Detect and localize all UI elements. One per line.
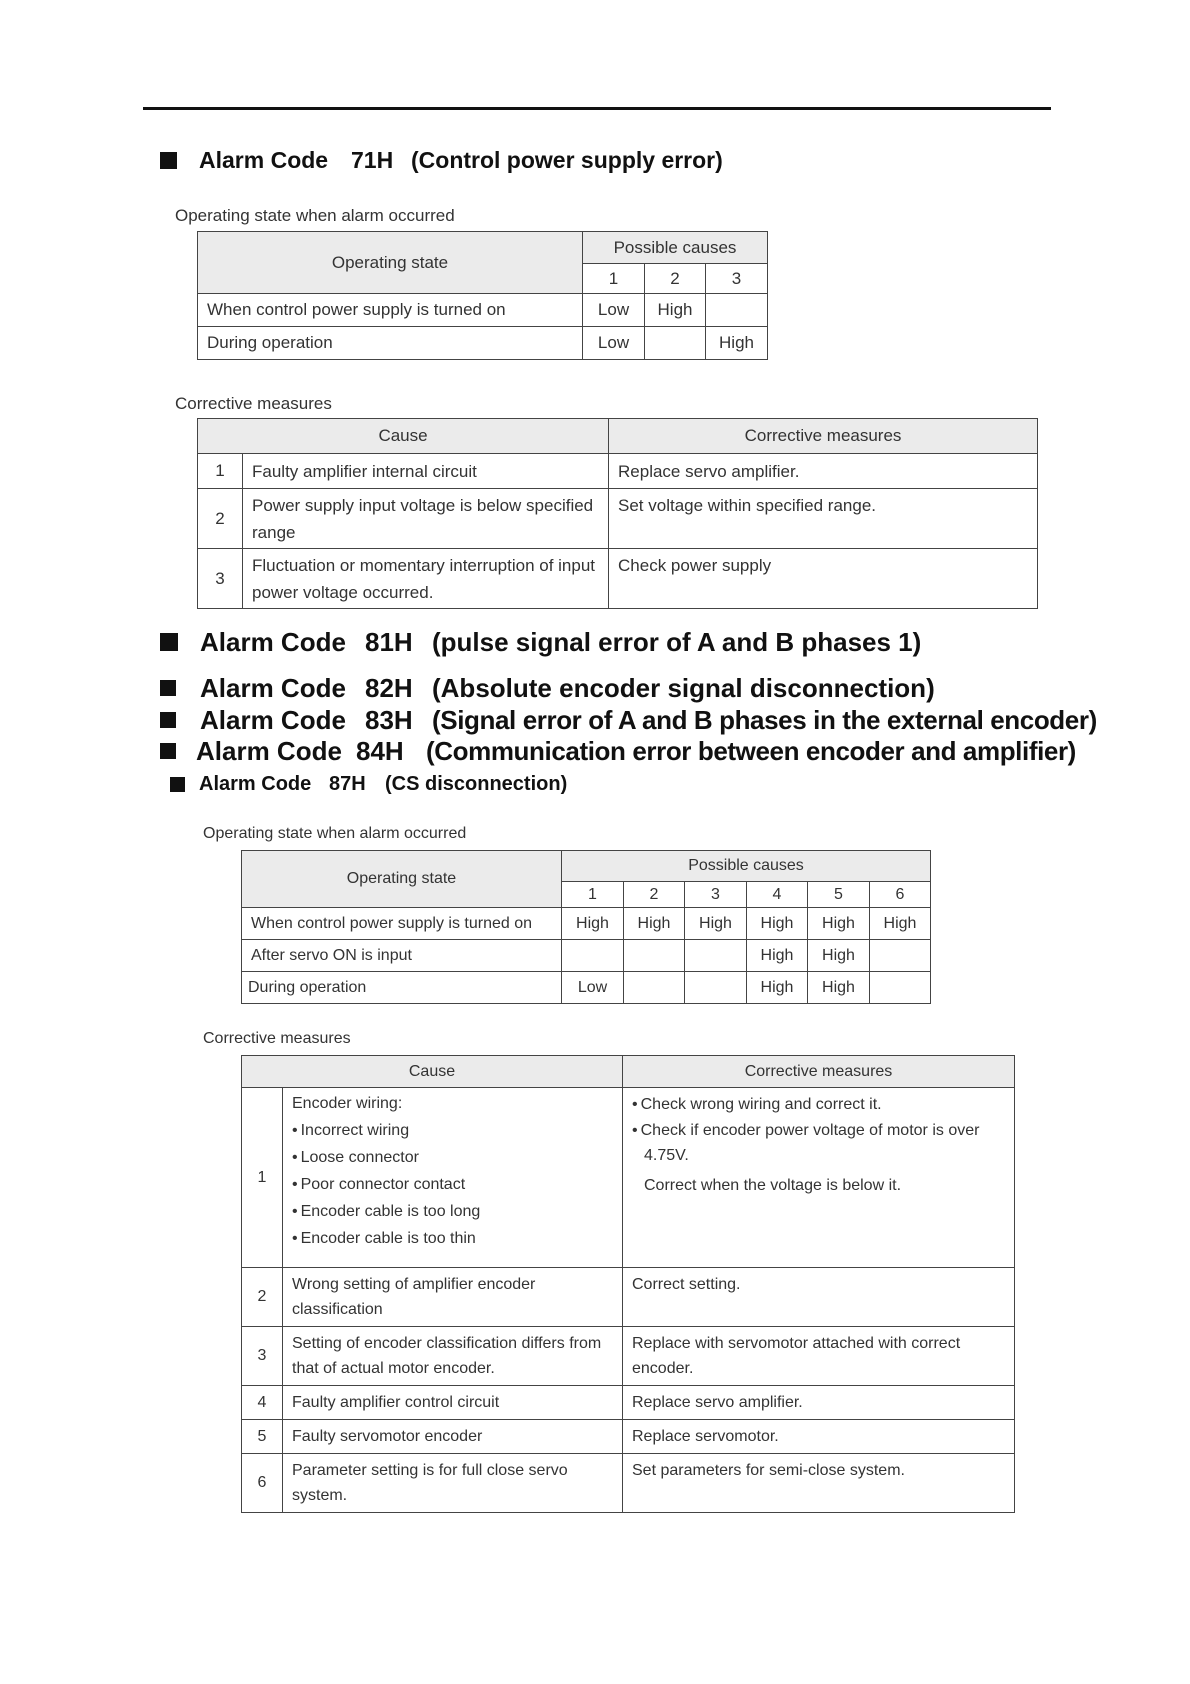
square-bullet-icon [160, 712, 176, 728]
cause-number: 3 [685, 882, 747, 908]
measure-item: • Check wrong wiring and correct it. [632, 1091, 1014, 1119]
alarm-heading-71h [160, 145, 723, 175]
value-cell [562, 940, 624, 972]
value-cell: High [747, 972, 808, 1004]
alarm-code-description: (Absolute encoder signal disconnection) [432, 672, 935, 703]
value-cell: High [747, 908, 808, 940]
alarm-code-hex: 81H [365, 626, 413, 657]
value-cell [870, 940, 931, 972]
measures-caption-71h: Corrective measures [175, 394, 332, 413]
cause-number: 1 [562, 882, 624, 908]
table-row [242, 972, 931, 1004]
alarm-code-hex: 83H [365, 704, 413, 735]
value-cell: High [870, 908, 931, 940]
measure-cell: Check power supply [609, 549, 1038, 609]
measure-cell: Correct setting. [623, 1268, 1015, 1327]
table-row [198, 327, 768, 360]
alarm-code-hex: 82H [365, 672, 413, 703]
cause-number: 5 [808, 882, 870, 908]
cause-cell: Power supply input voltage is below specified range [243, 489, 609, 549]
value-cell [706, 294, 768, 327]
state-cell: During operation [198, 327, 583, 360]
value-cell: Low [583, 327, 645, 360]
cause-cell: Parameter setting is for full close servo system. [283, 1454, 623, 1513]
measure-cell: Replace servo amplifier. [623, 1386, 1015, 1420]
cause-item: • Encoder cable is too long [292, 1198, 622, 1225]
cause-cell: Wrong setting of amplifier encoder classification [283, 1268, 623, 1327]
value-cell: High [747, 940, 808, 972]
cause-number: 2 [645, 264, 706, 294]
cause-item: • Incorrect wiring [292, 1117, 622, 1144]
corrective-measures-table-8x [241, 1055, 1015, 1513]
measure-item: • Check if encoder power voltage of motor is over [632, 1119, 1014, 1143]
square-bullet-icon [160, 680, 176, 696]
cause-cell: Faulty amplifier control circuit [283, 1386, 623, 1420]
row-number: 5 [242, 1420, 283, 1454]
cause-number: 2 [624, 882, 685, 908]
value-cell: High [562, 908, 624, 940]
alarm-code-description: (Signal error of A and B phases in the external encoder) [432, 704, 1097, 735]
table-row [198, 549, 1038, 609]
value-cell: High [624, 908, 685, 940]
alarm-heading-84h [160, 734, 1076, 768]
state-cell: When control power supply is turned on [242, 908, 562, 940]
value-cell: High [808, 908, 870, 940]
value-cell: Low [583, 294, 645, 327]
cause-title: Encoder wiring: [292, 1095, 403, 1112]
square-bullet-icon [160, 152, 177, 169]
table-row [242, 940, 931, 972]
cause-cell: Setting of encoder classification differs from that of actual motor encoder. [283, 1327, 623, 1386]
alarm-heading-87h [170, 770, 567, 798]
value-cell [645, 327, 706, 360]
cause-cell [283, 1088, 623, 1268]
alarm-heading-82h [160, 671, 935, 705]
table-row [242, 1420, 1015, 1454]
value-cell [685, 940, 747, 972]
table-row [242, 1088, 1015, 1268]
value-cell [624, 972, 685, 1004]
value-cell: High [706, 327, 768, 360]
alarm-code-hex: 71H [351, 146, 394, 173]
square-bullet-icon [160, 633, 178, 651]
cause-number: 3 [706, 264, 768, 294]
cause-number: 6 [870, 882, 931, 908]
value-cell: High [645, 294, 706, 327]
operating-state-table-8x [241, 850, 931, 1004]
cause-cell: Faulty amplifier internal circuit [243, 454, 609, 489]
measure-note: Correct when the voltage is below it. [644, 1177, 902, 1194]
table-row [242, 1386, 1015, 1420]
row-number: 2 [198, 489, 243, 549]
alarm-code-description: (Control power supply error) [411, 146, 723, 173]
operating-state-header: Operating state [242, 851, 562, 908]
square-bullet-icon [170, 777, 185, 792]
alarm-code-label: Alarm Code [200, 626, 346, 657]
cause-cell: Fluctuation or momentary interruption of input power voltage occurred. [243, 549, 609, 609]
alarm-code-description: (Communication error between encoder and amplifier) [426, 735, 1076, 766]
row-number: 2 [242, 1268, 283, 1327]
corrective-measures-table-71h [197, 418, 1038, 609]
measure-cell [623, 1088, 1015, 1268]
corrective-measures-header: Corrective measures [623, 1056, 1015, 1088]
cause-header: Cause [198, 419, 609, 454]
value-cell: High [808, 940, 870, 972]
square-bullet-icon [160, 743, 176, 759]
table-row [242, 1454, 1015, 1513]
cause-number: 4 [747, 882, 808, 908]
cause-item: • Poor connector contact [292, 1171, 622, 1198]
value-cell: Low [562, 972, 624, 1004]
cause-header: Cause [242, 1056, 623, 1088]
cause-item: • Loose connector [292, 1144, 622, 1171]
row-number: 3 [198, 549, 243, 609]
table-row [242, 1268, 1015, 1327]
alarm-code-label: Alarm Code [200, 704, 346, 735]
measures-caption-8x: Corrective measures [203, 1030, 351, 1047]
table-row [198, 294, 768, 327]
state-caption-71h: Operating state when alarm occurred [175, 206, 455, 225]
row-number: 6 [242, 1454, 283, 1513]
possible-causes-header: Possible causes [562, 851, 931, 882]
alarm-code-label: Alarm Code [199, 772, 312, 795]
state-cell: When control power supply is turned on [198, 294, 583, 327]
row-number: 4 [242, 1386, 283, 1420]
possible-causes-header: Possible causes [583, 232, 768, 264]
table-row [242, 1327, 1015, 1386]
value-cell [624, 940, 685, 972]
alarm-code-description: (pulse signal error of A and B phases 1) [432, 626, 922, 657]
alarm-code-hex: 84H [356, 735, 404, 766]
operating-state-table-71h [197, 231, 768, 360]
row-number: 1 [198, 454, 243, 489]
table-row [198, 489, 1038, 549]
state-caption-8x: Operating state when alarm occurred [203, 825, 467, 842]
row-number: 3 [242, 1327, 283, 1386]
cause-item: • Encoder cable is too thin [292, 1225, 622, 1252]
alarm-code-label: Alarm Code [199, 146, 329, 173]
value-cell: High [808, 972, 870, 1004]
measure-cell: Set voltage within specified range. [609, 489, 1038, 549]
alarm-code-label: Alarm Code [196, 735, 342, 766]
value-cell [685, 972, 747, 1004]
alarm-code-hex: 87H [329, 772, 366, 795]
state-cell: After servo ON is input [242, 940, 562, 972]
alarm-heading-83h [160, 703, 1097, 737]
alarm-heading-81h [160, 625, 921, 659]
alarm-code-label: Alarm Code [200, 672, 346, 703]
table-row [198, 454, 1038, 489]
table-row [242, 908, 931, 940]
row-number: 1 [242, 1088, 283, 1268]
value-cell [870, 972, 931, 1004]
top-rule [143, 107, 1051, 110]
cause-cell: Faulty servomotor encoder [283, 1420, 623, 1454]
alarm-code-description: (CS disconnection) [385, 772, 568, 795]
measure-cell: Set parameters for semi-close system. [623, 1454, 1015, 1513]
corrective-measures-header: Corrective measures [609, 419, 1038, 454]
measure-cell: Replace servo amplifier. [609, 454, 1038, 489]
operating-state-header: Operating state [198, 232, 583, 294]
state-cell: During operation [242, 972, 562, 1004]
measure-item-continued: 4.75V. [644, 1147, 689, 1164]
measure-cell: Replace with servomotor attached with correct encoder. [623, 1327, 1015, 1386]
cause-number: 1 [583, 264, 645, 294]
value-cell: High [685, 908, 747, 940]
measure-cell: Replace servomotor. [623, 1420, 1015, 1454]
